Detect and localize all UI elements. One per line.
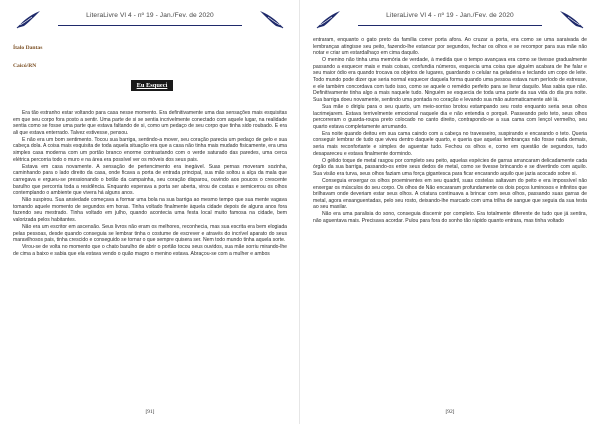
paragraph: O gélido toque de metal rasgou por completo seu peito, aquelas espécies de garras arrancaram delicadamente cada órgão da sua barriga, passando-os entre seus dedos de metal, como se tivesse brincando e se divertindo com aquilo. Sua visão era turva, seus olhos faziam uma força gigantesca para ficar encarando aquilo que jazia acocado sobre si. [313,157,587,177]
paragraph: entraram, enquanto o gato preto da família correr porta afora. Ao cruzar a porta, era como se uma saraivada de lembranças atingisse seu peito, fazendo-lhe estancar por segundos, fechar os olhos e se recompor para sua mãe não notar e criar um estardalhaço em cima daquilo. [313,37,587,57]
page-number: [91] [145,409,155,415]
header-rule [58,25,242,26]
header-rule [358,25,542,26]
paragraph: O menino não tinha uma memória de verdade, à medida que o tempo avançava era como se tivesse gradualmente passando a esquecer mais e mais coisas, confundia números, esquecia uma coisa que alguém acabara de lhe falar e seu maior ódio era quando trocava os objetos de lugares, guardando o celular na geladeira e teclando um copo de leite. Todo mundo pode dizer que seria normal esquecer daquela forma quando uma pessoa estava num período de estresse, e ele também concordava com tudo isso, como se aquele o remédio perfeito para se livrar daquilo. Mas sabia que não. Definitivamente tinha algo a mais naquele tudo. Ninguém se esquecia de toda uma parte da sua vida do dia pra noite. Sua barriga doeu novamente, sentindo uma pontada no coração e levando sua mão automaticamente até lá. [313,57,587,103]
paragraph: Era noite quando deitou em sua cama caindo com a cabeça no travesseiro, suspirando e encarando o teto. Queria conseguir lembrar de tudo que viveu dentro daquele quarto, e queria que aquelas lembranças não fosse nada demais, seria mais reconfortante e simples de aguentar tudo. Fechou os olhos e, como em questão de segundos, tudo desapareceu e estava finalmente dormindo. [313,130,587,157]
paragraph: Sua mãe o dirigiu para o seu quarto, um meio-sorriso brotou estampando seu rosto enquanto seria seus olhos lacrimejarem. Estava terrivelmente emocional naquele dia e não entendia o porquê. Passeando pelo teto, seus olhos percorreram o guarda-roupa preto colocado no canto direito, contrapondo-se a sua cama com lençol vermelho, seu quarto estava completamente arrumando. [313,103,587,130]
page-header [0,8,300,22]
paragraph: Não era um escritor em ascensão. Seus livros não eram os melhores, reconhecia, mas sua escrita era bem elogiada pelas pessoas, desde quando conseguia se lembrar tinha o costume de escrever e através do incrível aparato do seus maravilhosos pais, tinha crescido e conseguido se tornar o que sempre quisera ser. Nem todo mundo tinha aquela sorte. [13,224,287,244]
right-body-text [313,37,587,400]
paragraph: Estava em casa novamente. A sensação de pertencimento era inegável. Suas pernas moveram sozinha, caminhando para o lado direito da casa, onde ficava a porta de entrada principal, sua mão soltou a alça da mala que carregava e ergueu-se pressionando o botão da campainha, seu coração disparou, ouvindo aos poucos o crescente barulho que percorria toda a residência. Enquanto esperava a porta ser aberta, virou de costas e semicerrou os olhos contemplando o ambiente que vivera há alguns anos. [13,163,287,197]
author-location: Caicó/RN [13,63,37,69]
paragraph: E não era um bom sentimento. Tocou sua barriga, sentindo-a mover, seu coração parecia um pedaço de gelo e sua cabeça dola. A coisa mais esquisita de toda aquela situação era que a casa não tinha mais mudado fisicamente, era uma simples casa moderna com um portão branco enorme contrastando com o verde saturado das paredes, uma cerca elétrica percorria todo o muro e na área era possível ver os móveis dos seus pais. [13,136,287,163]
page-header [300,8,600,22]
story-title: Eu Esqueci [131,80,173,91]
journal-header-title: LiteraLivre Vl 4 - nº 19 - Jan./Fev. de 2020 [86,12,214,19]
quill-logo-icon [256,8,286,32]
paragraph: Não era uma paralisia do sono, conseguia discernir por completo. Era totalmente diferente de tudo que já sentira, não aguentava mais. Precisava acordar. Pulou para fora do sonho tão rápido quanto entrara, mas tinha voltado [313,211,587,225]
right-page [300,0,600,424]
page-number: [92] [445,409,455,415]
left-body-text [13,110,287,404]
paragraph: Virou-se de volta no momento que o chato barulho de abrir o portão tocou seus ouvidos, sua mãe sorriu mirando-lhe de cima a baixo e sabia que ela estava vendo o quão magro o menino estava. Abraçou-se com a mulher e ambos [13,244,287,257]
author-name: Ítalo Dantas [13,45,43,51]
journal-header-title: LiteraLivre Vl 4 - nº 19 - Jan./Fev. de 2020 [386,12,514,19]
quill-logo-icon [556,8,586,32]
paragraph: Conseguia enxergar os olhos proeminentes em seu quadril, suas costelas saltavam do peito e era impossível não enxergar os músculos do seu corpo. Os olhos de Não encararam profundamente os dois poços luminosos e infinitos que brilhavam onde deveriam estar seus olhos. A criatura continuava a brincar com seus olhos, passando suas garras de metal, agora ensanguentadas, pelo seu rosto, deixando-lhe marcado com uma trilha de sangue que seguia da sua testa ao seu maxilar. [313,177,587,211]
paragraph: Era tão estranho estar voltando para casa nesse momento. Era definitivamente uma das sensações mais esquisitas em que seu corpo fora posto a sentir. Uma parte de si se sentia incrivelmente conectado com aquele lugar, na realidade sentia como se fosse uma parte que estava faltando de si, como um pedaço de seu corpo que tinha sido roubado. E era ali que estava enterrado. Talvez estivesse, pensou. [13,110,287,136]
paragraph: Não suspirou. Sua ansiedade começava a formar uma bola na sua barriga ao mesmo tempo que sua mente vagava tomando aquele momento de segundos em horas. Tinha voltado finalmente àquela cidade depois de alguns anos fora fazendo seu mestrado. Tinha voltado em julho, quando acontecia uma festa local muito famosa na cidade, bem valorizada pelos habitantes. [13,197,287,223]
